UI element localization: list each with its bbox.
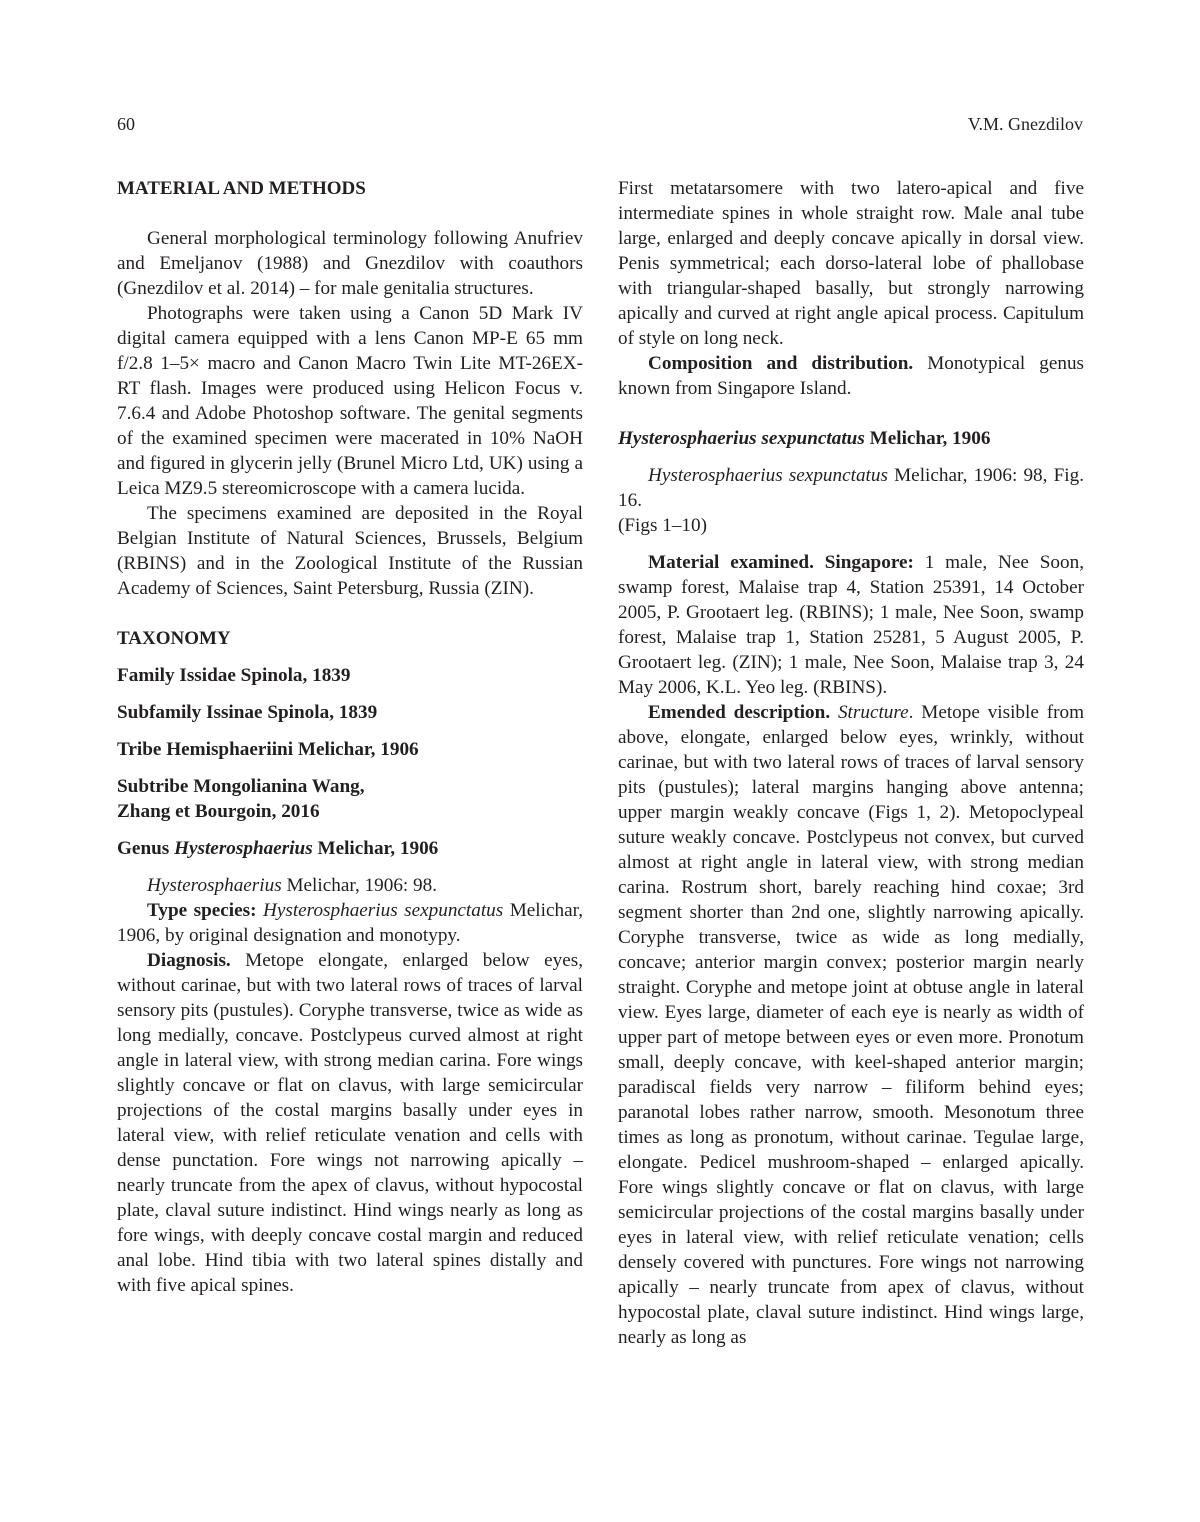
spacer xyxy=(117,861,583,873)
paragraph xyxy=(618,463,1084,513)
text-run: Genus xyxy=(117,838,174,859)
text-run: Material examined. Singapore: xyxy=(648,552,914,573)
text-run: 1 male, Nee Soon, swamp forest, Malaise trap 4, Station 25391, 14 October 2005, P. Grootaert leg. (RBINS); 1 male, Nee Soon, swamp forest, Malaise trap 1, Station 25281, 5 August 2005, P. Grootaert leg. (ZIN); 1 male, Nee Soon, Malaise trap 3, 24 May 2006, K.L. Yeo leg. (RBINS). xyxy=(618,552,1084,698)
paragraph xyxy=(618,176,1084,351)
paragraph xyxy=(117,226,583,301)
text-run: Photographs were taken using a Canon 5D Mark IV digital camera equipped with a lens Canon MP-E 65 mm f/2.8 1–5× macro and Canon Macro Twin Lite MT-26EX-RT flash. Images were produced using Helicon Focus v. 7.6.4 and Adobe Photoshop software. The genital segments of the examined specimen were macerated in 10% NaOH and figured in glycerin jelly (Brunel Micro Ltd, UK) using a Leica MZ9.5 stereomicroscope with a camera lucida. xyxy=(117,303,583,499)
text-run: Hysterosphaerius sexpunctatus xyxy=(618,428,865,449)
text-run: Hysterosphaerius xyxy=(147,875,282,896)
running-header-author: V.M. Gnezdilov xyxy=(968,114,1083,135)
paragraph xyxy=(618,513,1084,538)
page-number: 60 xyxy=(117,114,135,135)
text-run: Melichar, 1906 xyxy=(313,838,439,859)
text-run: Hysterosphaerius xyxy=(174,838,313,859)
text-run: Emended description. xyxy=(648,702,830,723)
paragraph xyxy=(117,948,583,1298)
text-run: Family Issidae Spinola, 1839 xyxy=(117,665,351,686)
section-heading xyxy=(117,176,583,201)
spacer xyxy=(618,451,1084,463)
taxon-heading xyxy=(117,700,583,725)
taxon-heading xyxy=(117,663,583,688)
paragraph xyxy=(117,301,583,501)
text-run: Melichar, 1906 xyxy=(865,428,991,449)
spacer xyxy=(117,824,583,836)
text-run: Monotypical genus known from Singapore Island. xyxy=(618,353,1084,399)
text-run: Diagnosis. xyxy=(147,950,231,971)
taxon-heading xyxy=(117,799,583,824)
spacer xyxy=(117,725,583,737)
text-run xyxy=(830,702,838,723)
text-run: Metope elongate, enlarged below eyes, without carinae, but with two lateral rows of traces of larval sensory pits (pustules). Coryphe transverse, twice as wide as long medially, concave. Postclypeus curved almost at right angle in lateral view, with strong median carina. Fore wings slightly concave or flat on clavus, with large semicircular projections of the costal margins basally under eyes in lateral view, with relief reticulate venation and cells with dense punctation. Fore wings not narrowing apically – nearly truncate from the apex of clavus, without hypocostal plate, claval suture indistinct. Hind wings nearly as long as fore wings, with deeply concave costal margin and reduced anal lobe. Hind tibia with two lateral spines distally and with five apical spines. xyxy=(117,950,583,1296)
text-run: First metatarsomere with two latero-apical and five intermediate spines in whole straight row. Male anal tube large, enlarged and deeply concave apically in dorsal view. Penis symmetrical; each dorso-lateral lobe of phallobase with triangular-shaped basally, but strongly narrowing apically and curved at right angle apical process. Capitulum of style on long neck. xyxy=(618,178,1084,349)
text-run: Tribe Hemisphaeriini Melichar, 1906 xyxy=(117,739,419,760)
paragraph xyxy=(117,501,583,601)
spacer xyxy=(117,651,583,663)
text-run: (Figs 1–10) xyxy=(618,515,707,536)
spacer xyxy=(618,401,1084,426)
paragraph xyxy=(618,700,1084,1350)
spacer xyxy=(117,762,583,774)
text-run: Type species: xyxy=(147,900,257,921)
spacer xyxy=(117,601,583,626)
spacer xyxy=(618,538,1084,550)
text-run: TAXONOMY xyxy=(117,628,231,649)
taxon-heading xyxy=(618,426,1084,451)
text-run: Melichar, 1906: 98. xyxy=(282,875,437,896)
spacer xyxy=(117,688,583,700)
text-run: Hysterosphaerius sexpunctatus xyxy=(263,900,503,921)
spacer xyxy=(117,201,583,226)
text-run: Melichar, 1906, by original designation and monotypy. xyxy=(117,900,583,946)
text-run: MATERIAL AND METHODS xyxy=(117,178,366,199)
paragraph xyxy=(117,873,583,898)
text-run: . Metope visible from above, elongate, enlarged below eyes, wrinkly, without carinae, but with two lateral rows of traces of larval sensory pits (pustules); lateral margins hanging above antenna; upper margin weakly concave (Figs 1, 2). Metopoclypeal suture weakly concave. Postclypeus not convex, but curved almost at right angle in lateral view, with strong median carina. Rostrum short, barely reaching hind coxae; 3rd segment shorter than 2nd one, slightly narrowing apically. Coryphe transverse, twice as wide as long medially, concave; anterior margin convex; posterior margin nearly straight. Coryphe and metope joint at obtuse angle in lateral view. Eyes large, diameter of each eye is nearly as width of upper part of metope between eyes or even more. Pronotum small, deeply concave, with keel-shaped anterior margin; paradiscal fields very narrow – filiform behind eyes; paranotal lobes rather narrow, smooth. Mesonotum three times as long as pronotum, without carinae. Tegulae large, elongate. Pedicel mushroom-shaped – enlarged apically. Fore wings slightly concave or flat on clavus, with large semicircular projections of the costal margins basally under eyes in lateral view, with relief reticulate venation; cells densely covered with punctures. Fore wings not narrowing apically – nearly truncate from apex of clavus, without hypocostal plate, claval suture indistinct. Hind wings large, nearly as long as xyxy=(618,702,1084,1348)
text-run: The specimens examined are deposited in the Royal Belgian Institute of Natural Sciences, Brussels, Belgium (RBINS) and in the Zoological Institute of the Russian Academy of Sciences, Saint Petersburg, Russia (ZIN). xyxy=(117,503,583,599)
text-run: Melichar, 1906: 98, Fig. 16. xyxy=(618,465,1084,511)
text-run: Hysterosphaerius sexpunctatus xyxy=(648,465,888,486)
taxon-heading xyxy=(117,774,583,799)
text-run: Subtribe Mongolianina Wang, xyxy=(117,776,365,797)
right-column xyxy=(618,176,1084,1350)
taxon-heading xyxy=(117,836,583,861)
paragraph xyxy=(117,898,583,948)
taxon-heading xyxy=(117,737,583,762)
section-heading xyxy=(117,626,583,651)
text-run: Subfamily Issinae Spinola, 1839 xyxy=(117,702,377,723)
paragraph xyxy=(618,550,1084,700)
text-run: Structure xyxy=(838,702,909,723)
left-column xyxy=(117,176,583,1298)
text-run: General morphological terminology following Anufriev and Emeljanov (1988) and Gnezdilov with coauthors (Gnezdilov et al. 2014) – for male genitalia structures. xyxy=(117,228,583,299)
text-run: Zhang et Bourgoin, 2016 xyxy=(117,801,320,822)
paragraph xyxy=(618,351,1084,401)
text-run: Composition and distribution. xyxy=(648,353,913,374)
